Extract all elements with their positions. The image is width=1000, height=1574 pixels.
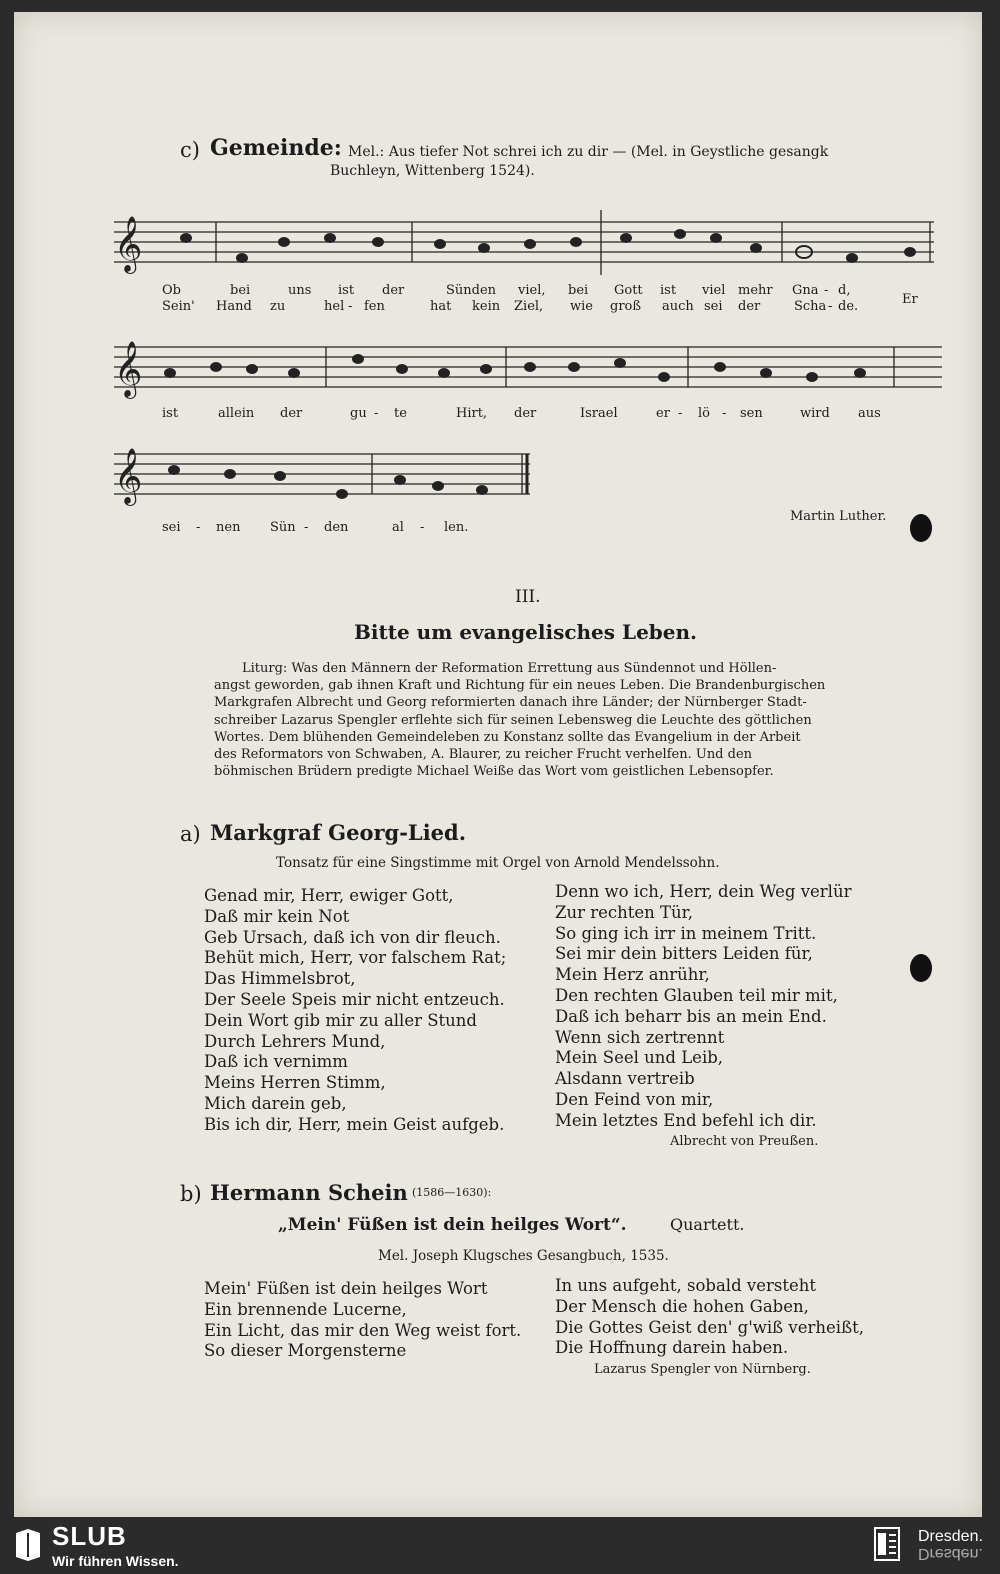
lyric: sen [740,406,763,421]
lyric: kein [472,299,501,314]
lyric: sei [162,520,181,535]
lyric: den [324,520,349,535]
section-b-title: Hermann Schein [210,1180,408,1205]
lyric: uns [288,283,312,298]
footer-bar [0,1517,1000,1574]
section-b-label: b) [180,1182,202,1206]
lyric: fen [364,299,385,314]
lyric: sei [704,299,723,314]
section-a-label: a) [180,822,201,846]
lyric: zu [270,299,286,314]
section-a-right-verse: Denn wo ich, Herr, dein Weg verlür Zur rechten Tür, So ging ich irr in meinem Tritt. Sei mir dein bitters Leiden für, Mein Herz anrühr, Den rechten Glauben teil mir mit, Daß ich beharr bis an mein End. Wenn sich zertrennt Mein Seel und Leib, Alsdann vertreib Den Feind von mir, Mein letztes End befehl ich dir. [555,882,852,1130]
punch-hole [910,954,932,982]
svg-text:𝄞: 𝄞 [114,216,143,272]
lyric: hat [430,299,452,314]
section-a-subtitle: Tonsatz für eine Singstimme mit Orgel von Arnold Mendelssohn. [276,855,720,871]
section-b-song-type: Quartett. [670,1215,745,1234]
section-b-years: (1586—1630): [412,1186,492,1199]
section-c-label: c) [180,138,200,162]
lyric: - [678,406,683,421]
paragraph-line: des Reformators von Schwaben, A. Blaurer, zu reicher Frucht verhelfen. Und den [214,747,753,763]
section-a-left-verse: Genad mir, Herr, ewiger Gott, Daß mir kein Not Geb Ursach, daß ich von dir fleuch. Behüt mich, Herr, vor falschem Rat; Das Himmelsbrot, Der Seele Speis mir nicht entzeuch. Dein Wort gib mir zu aller Stund Durch Lehrers Mund, Daß ich vernimm Meins Herren Stimm, Mich darein geb, Bis ich dir, Herr, mein Geist aufgeb. [204,886,507,1134]
section-c-mel-line2: Buchleyn, Wittenberg 1524). [330,163,535,179]
lyric: der [738,299,761,314]
section-b-left-verse: Mein' Füßen ist dein heilges Wort Ein brennende Lucerne, Ein Licht, das mir den Weg weist fort. So dieser Morgensterne [204,1279,522,1361]
footer-city-line1: Dresden. [918,1528,983,1545]
lyric: - [348,299,353,314]
document-page [14,12,982,1517]
lyric: Sün [270,520,296,535]
section-iii-paragraph [214,660,879,780]
staff1-end-word: Er [902,292,918,307]
lyric: - [420,520,425,535]
lyric: er [656,406,670,421]
dresden-crest-icon [874,1527,900,1561]
punch-hole [910,514,932,542]
paragraph-line: angst geworden, gab ihnen Kraft und Richtung für ein neues Leben. Die Brandenburgischen [214,678,826,694]
lyric: d, [838,283,851,298]
lyric: allein [218,406,255,421]
lyric: viel [702,283,726,298]
lyric: - [828,299,833,314]
section-c-mel-line1: Mel.: Aus tiefer Not schrei ich zu dir — (Mel. in Geystliche gesangk [348,144,829,160]
lyric: der [280,406,303,421]
lyric: - [196,520,201,535]
section-iii-numeral: III. [515,587,541,607]
svg-text:𝄞: 𝄞 [114,448,143,504]
section-b-right-verse: In uns aufgeht, sobald versteht Der Mensch die hohen Gaben, Die Gottes Geist den' g'wiß verheißt, Die Hoffnung darein haben. [555,1276,864,1358]
lyric: viel, [518,283,546,298]
lyric: ist [660,283,677,298]
lyric: aus [858,406,881,421]
paragraph-line: Wortes. Dem blühenden Gemeindeleben zu Konstanz sollte das Evangelium in der Arbeit [214,729,801,745]
section-b-mel: Mel. Joseph Klugsches Gesangbuch, 1535. [378,1248,669,1264]
lyric: groß [610,299,642,314]
lyric: gu [350,406,367,421]
footer-city [918,1529,983,1561]
lyric: ist [162,406,179,421]
lyric: Sein' [162,299,195,314]
lyric: wird [800,406,830,421]
paragraph-line: Markgrafen Albrecht und Georg reformierten danach ihre Länder; der Nürnberger Stadt- [214,695,807,711]
lyric: - [304,520,309,535]
footer-city-line2: Dresden. [918,1545,983,1562]
lyric: Ziel, [514,299,544,314]
section-b-song-title: „Mein' Füßen ist dein heilges Wort“. [278,1215,627,1235]
paragraph-line: Liturg: Was den Männern der Reformation Errettung aus Sündennot und Höllen- [242,661,777,676]
slub-logo-icon [14,1527,42,1561]
lyric: lö [698,406,710,421]
music-staff-1 [104,200,944,280]
lyric: Gott [614,283,643,298]
section-b-author: Lazarus Spengler von Nürnberg. [594,1362,811,1377]
lyric: bei [230,283,251,298]
footer-brand[interactable]: SLUB [52,1521,127,1551]
lyric: ist [338,283,355,298]
lyric: al [392,520,404,535]
section-iii-title: Bitte um evangelisches Leben. [354,620,698,644]
section-a-author: Albrecht von Preußen. [670,1134,819,1149]
music-staff-3 [104,432,544,512]
lyric: - [824,283,829,298]
section-a-title: Markgraf Georg-Lied. [210,820,467,845]
lyric: - [374,406,379,421]
lyric: Israel [580,406,618,421]
paragraph-line: böhmischen Brüdern predigte Michael Weiße das Wort vom geistlichen Lebensopfer. [214,764,774,780]
lyric: Scha [794,299,827,314]
svg-text:𝄞: 𝄞 [114,341,143,397]
lyric: Hand [216,299,252,314]
lyric: len. [444,520,469,535]
lyric: bei [568,283,589,298]
lyric: de. [838,299,859,314]
lyric: der [382,283,405,298]
lyric: Hirt, [456,406,488,421]
section-c-title: Gemeinde: [210,135,342,161]
lyric: te [394,406,407,421]
lyric: der [514,406,537,421]
staff3-author: Martin Luther. [790,509,887,524]
paragraph-line: schreiber Lazarus Spengler erflehte sich für seinen Lebensweg die Leuchte des göttlichen [214,712,812,728]
lyric: - [722,406,727,421]
lyric: nen [216,520,241,535]
lyric: Sünden [446,283,497,298]
lyric: auch [662,299,694,314]
lyric: hel [324,299,345,314]
lyric: mehr [738,283,773,298]
lyric: Ob [162,283,181,298]
footer-tagline: Wir führen Wissen. [52,1553,179,1569]
lyric: wie [570,299,593,314]
music-staff-2 [104,325,944,405]
lyric: Gna [792,283,819,298]
